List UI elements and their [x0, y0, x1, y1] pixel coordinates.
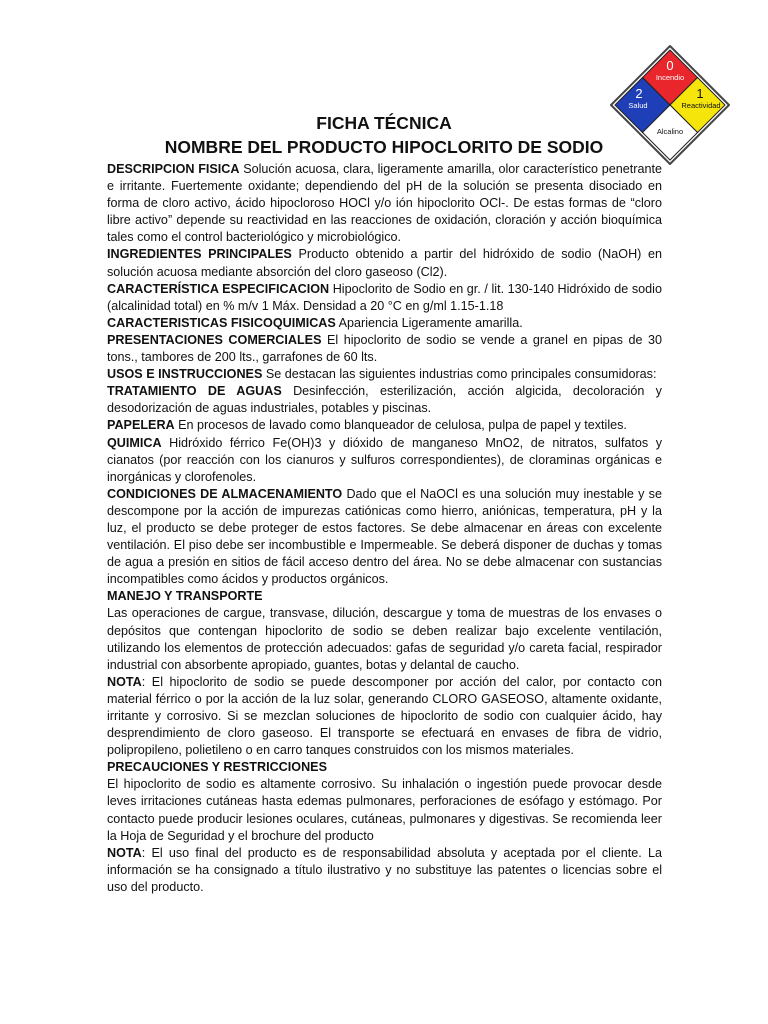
fire-label: Incendio [655, 73, 685, 82]
document-title: FICHA TÉCNICA [316, 113, 452, 133]
health-rating: 2 [635, 86, 643, 101]
section-fisicoquimicas [107, 315, 662, 332]
section-nota-1 [107, 674, 662, 759]
section-text: Dado que el NaOCl es una solución muy inestable y se descompone por la acción de impurezas catiónicas como hierro, aniónicas, temperatura, pH y la luz, el producto se debe proteger de estos factores. Se debe almacenar en áreas con excelente ventilación. El piso debe ser incombustible e Impermeable. Se deberá disponer de duchas y tomas de agua a presión en sitios de fácil acceso dentro del área. No se debe almacenar con sustancias incompatibles como ácidos y productos orgánicos. [107, 486, 662, 587]
note-label: NOTA [107, 845, 142, 860]
section-text: Hidróxido férrico Fe(OH)3 y dióxido de manganeso MnO2, de nitratos, sulfatos y cianatos (por reacción con los cianuros y sulfuros correspondientes), de cloraminas orgánicas e inorgánicas y clorofenoles. [107, 435, 662, 484]
section-text: Producto obtenido a partir del hidróxido de sodio (NaOH) en solución acuosa mediante absorción del cloro gaseoso (Cl2). [107, 247, 663, 279]
section-precauciones-text: El hipoclorito de sodio es altamente corrosivo. Su inhalación o ingestión puede provocar desde leves irritaciones cutáneas hasta edemas pulmonares, perforaciones de esófago y estómago. Por contacto puede producir lesiones oculares, cutáneas, pulmonares y digestivas. Se recomienda leer la Hoja de Seguridad y el brochure del producto [107, 777, 662, 843]
section-text: El hipoclorito de sodio se vende a granel en pipas de 30 tons., tambores de 200 lts., garrafones de 60 lts. [107, 332, 663, 365]
section-text: En procesos de lavado como blanqueador de celulosa, pulpa de papel y textiles. [174, 418, 627, 433]
section-almacenamiento [107, 486, 662, 589]
section-heading-manejo: MANEJO Y TRANSPORTE [107, 589, 263, 604]
health-label: Salud [628, 101, 648, 110]
section-text: Se destacan las siguientes industrias como principales consumidoras: [262, 367, 657, 382]
reactivity-label: Reactividad [681, 101, 721, 110]
section-presentaciones [107, 332, 662, 366]
note-label: NOTA [107, 674, 142, 689]
section-especificacion [107, 281, 662, 315]
section-label: CARACTERISTICAS FISICOQUIMICAS [107, 315, 336, 330]
section-text: Solución acuosa, clara, ligeramente amarilla, olor característico penetrante e irritante. Fuertemente oxidante; dependiendo del pH de la solución se presenta disociado en forma de cloro activo, ácido hipocloroso HOCl y/o ión hipoclorito OCl-. De estas formas de “cloro libre activo” depende su reactividad en las reacciones de oxidación, cloración y acción bioquímica tales como el control bacteriológico y microbiológico. [107, 162, 662, 245]
section-label: CONDICIONES DE ALMACENAMIENTO [107, 486, 343, 501]
section-quimica [107, 435, 662, 486]
note-text: : El hipoclorito de sodio se puede descomponer por acción del calor, por contacto con material férrico o por la acción de la luz solar, generando CLORO GASEOSO, altamente oxidante, irritante y corrosivo. Si se mezclan soluciones de hipoclorito de sodio con cualquier ácido, hay desprendimiento de cloro gaseoso. El transporte se efectuará en envases de fibra de vidrio, polipropileno, polietileno o en carro tanques construidos con los mismos materiales. [107, 674, 662, 758]
section-descripcion-fisica [107, 161, 662, 246]
section-label: CARACTERÍSTICA ESPECIFICACION [107, 281, 330, 296]
section-label: PRESENTACIONES COMERCIALES [107, 332, 322, 347]
section-heading-precauciones: PRECAUCIONES Y RESTRICCIONES [107, 760, 327, 775]
section-usos [107, 366, 662, 383]
section-papelera [107, 417, 662, 434]
section-nota-2 [107, 845, 662, 896]
section-label: TRATAMIENTO DE AGUAS [107, 384, 282, 399]
section-text: Apariencia Ligeramente amarilla. [335, 315, 523, 330]
section-text: Desinfección, esterilización, acción algicida, decoloración y desodorización de aguas industriales, potables y piscinas. [107, 384, 662, 416]
product-name-title: NOMBRE DEL PRODUCTO HIPOCLORITO DE SODIO [164, 137, 604, 157]
section-label: USOS E INSTRUCCIONES [107, 367, 263, 382]
section-manejo-text: Las operaciones de cargue, transvase, dilución, descargue y toma de muestras de los envases o depósitos que contengan hipoclorito de sodio se deben realizar bajo excelente ventilación, utilizando los elementos de protección adecuados: gafas de seguridad y/o careta facial, respirador industrial con absorbente apropiado, guantes, botas y delantal de caucho. [107, 606, 662, 672]
reactivity-rating: 1 [696, 86, 704, 101]
note-text: : El uso final del producto es de responsabilidad absoluta y aceptada por el cliente. La información se ha consignado a título ilustrativo y no substituye las patentes o licencias sobre el uso del producto. [107, 845, 662, 894]
document-body [107, 161, 662, 896]
section-ingredientes [107, 246, 662, 280]
section-label: INGREDIENTES PRINCIPALES [107, 247, 292, 262]
section-text: Hipoclorito de Sodio en gr. / lit. 130-140 Hidróxido de sodio (alcalinidad total) en % m/v 1 Máx. Densidad a 20 °C en g/ml 1.15-1.18 [107, 281, 662, 313]
section-label: DESCRIPCION FISICA [107, 162, 240, 176]
section-label: PAPELERA [107, 418, 175, 433]
section-tratamiento-aguas [107, 383, 662, 417]
document-header [0, 112, 768, 158]
special-label: Alcalino [656, 127, 684, 136]
fire-rating: 0 [666, 58, 674, 73]
section-label: QUIMICA [107, 435, 162, 450]
